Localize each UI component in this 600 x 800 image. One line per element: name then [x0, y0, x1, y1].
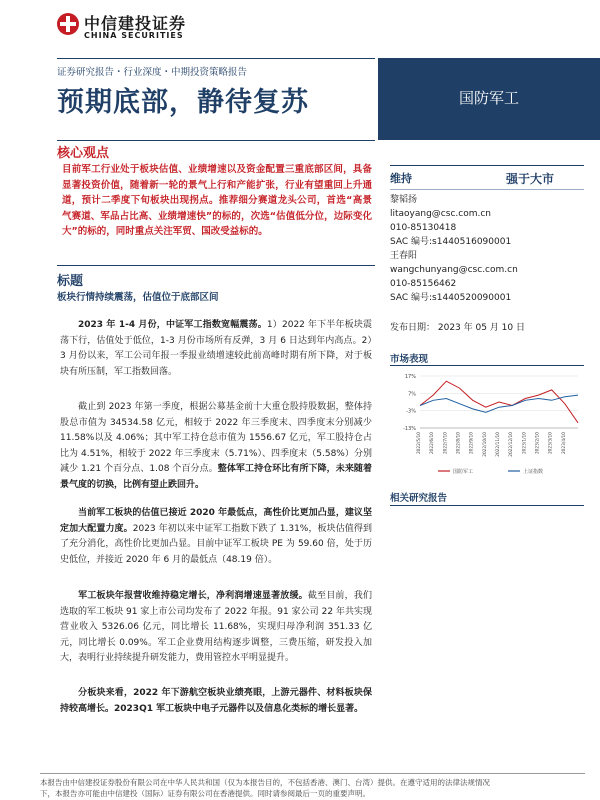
company-logo-icon — [57, 13, 79, 35]
chart-x-tick-label: 2023/1/10 — [522, 432, 528, 455]
paragraph-3 — [60, 506, 372, 568]
analyst-1-name: 黎韬扬 — [390, 195, 418, 205]
chart-y-ticks — [403, 374, 416, 432]
breadcrumb: 证券研究报告・行业深度・中期投资策略报告 — [57, 67, 248, 78]
legend-label-defense: 国防军工 — [453, 469, 474, 475]
paragraph-3-body: 2023 年初以来中证军工指数下跌了 1.31%，板块估值得到了充分消化，高性价比更加凸显。目前中证军工板块 PE 为 59.60 倍，处于历史低位，并接近 2020 年 6 月的最低点（48.19 倍）。 — [60, 523, 372, 565]
section-subheading: 板块行情持续震荡，估值位于底部区间 — [57, 292, 219, 303]
chart-x-tick-label: 2023/2/10 — [535, 432, 541, 455]
paragraph-1-lead: 2023 年 1-4 月份，中证军工指数宽幅震荡。 — [78, 320, 267, 330]
paragraph-1-body: 1）2022 年下半年板块震荡下行，估值处于低位，1-3 月份市场所有反弹，3 月 6 日达到年内高点。2）3 月份以来，军工公司年报一季报业绩增速较此前高峰时期有所下降，对于板块有所压制，军工指数回落。 — [60, 320, 372, 377]
sector-label: 国防军工 — [458, 89, 519, 107]
chart-x-tick-label: 2023/4/10 — [561, 432, 567, 455]
logo-english-name: CHINA SECURITIES — [84, 31, 184, 40]
logo-chinese-name: 中信建投证券 — [84, 14, 187, 33]
header-divider — [57, 58, 375, 59]
chart-x-tick-label: 2022/10/10 — [482, 432, 488, 457]
chart-x-tick-label: 2022/8/10 — [456, 432, 462, 455]
analyst-2-email[interactable]: wangchunyang@csc.com.cn — [390, 265, 518, 275]
chart-x-ticks — [416, 432, 567, 457]
paragraph-3-lead: 当前军工板块的估值已接近 2020 年最低点，高性价比更加凸显，建议坚定加大配置力度。 — [60, 508, 372, 534]
paragraph-2-conclusion: 整体军工持仓环比有所下降，未来随着景气度的切换，比例有望止跌回升。 — [60, 464, 372, 490]
analyst-2-name: 王春阳 — [390, 251, 418, 261]
chart-y-tick-label: -3% — [406, 408, 416, 415]
rating-top-rule — [390, 165, 584, 166]
chart-x-tick-label: 2023/3/10 — [548, 432, 554, 455]
chart-x-tick-label: 2022/6/10 — [430, 432, 436, 455]
publish-date: 发布日期： 2023 年 05 月 10 日 — [390, 323, 525, 333]
rating-bottom-rule — [390, 189, 584, 190]
paragraph-5-body: 2023Q1 军工板块中电子元器件以及信息化类标的增长显著。 — [114, 703, 364, 714]
paragraph-2 — [60, 400, 372, 494]
footer-line-1: 本报告由中信建投证券股份有限公司在中华人民共和国（仅为本报告目的，不包括香港、澳门、台湾）提供。在遵守适用的法律法规情况 — [40, 778, 490, 787]
core-view-title: 核心观点 — [57, 146, 110, 161]
section-divider — [57, 265, 375, 266]
page-title: 预期底部，静待复苏 — [57, 87, 309, 118]
analyst-1-email[interactable]: litaoyang@csc.com.cn — [390, 209, 491, 219]
paragraph-4-lead: 军工板块年报营收维持稳定增长，净利润增速显著放缓。 — [78, 591, 308, 601]
title-divider — [57, 140, 375, 141]
chart-x-tick-label: 2022/9/10 — [469, 432, 475, 455]
paragraph-4 — [60, 589, 372, 667]
paragraph-5-lead: 分板块来看，2022 年下游航空板块业绩亮眼，上游元器件、材料板块保持较高增长。 — [60, 688, 372, 714]
rating-value: 强于大市 — [506, 172, 555, 186]
analyst-1-phone: 010-85130418 — [390, 223, 457, 233]
chart-series-line — [420, 381, 578, 423]
market-performance-rule — [390, 365, 584, 366]
analyst-1-sac: SAC 编号:s1440516090001 — [390, 237, 512, 247]
chart-x-tick-label: 2022/12/10 — [509, 432, 515, 457]
core-view-text: 目前军工行业处于板块估值、业绩增速以及资金配置三重底部区间，具备显著投资价值，随着新一轮的景气上行和产能扩张，行业有望重回上升通道，预计二季度下旬板块出现拐点。推荐细分赛道龙头公司，首选“高景气赛道、军品占比高、业绩增速快”的标的，次选“估值低分位，边际变化大”的标的，同时重点关注军贸、国改受益标的。 — [62, 164, 372, 238]
market-performance-title: 市场表现 — [390, 354, 429, 365]
chart-y-tick-label: 7% — [408, 391, 416, 398]
chart-x-tick-label: 2022/11/10 — [496, 432, 501, 457]
footer-divider — [40, 773, 585, 774]
related-research-title: 相关研究报告 — [390, 493, 448, 504]
chart-y-tick-label: 17% — [404, 374, 416, 380]
chart-legend — [438, 468, 543, 475]
paragraph-5 — [60, 686, 372, 717]
market-performance-chart — [390, 368, 584, 478]
legend-label-index: 上证指数 — [523, 469, 544, 475]
analyst-2-phone: 010-85156462 — [390, 279, 457, 289]
paragraph-1 — [60, 318, 372, 380]
related-research-rule — [390, 505, 584, 506]
paragraph-4-body: 截至目前，我们选取的军工板块 91 家上市公司均发布了 2022 年报。91 家公司 22 年共实现营业收入 5326.06 亿元，同比增长 11.68%，实现归母净利润 351.33 亿元，同比增长 0.09%。军工企业费用结构逐步调整，三费压缩，研发投入加大，表明行业持续提升研发能力，费用管控水平明显提升。 — [60, 591, 372, 664]
chart-x-tick-label: 2022/7/10 — [443, 432, 449, 455]
rating-action: 维持 — [390, 172, 412, 185]
footer-line-2: 下，本报告亦可能由中信建投（国际）证券有限公司在香港提供。同时请参阅最后一页的重要声明。 — [40, 789, 370, 798]
chart-series — [420, 381, 578, 423]
analyst-2-sac: SAC 编号:s1440520090001 — [390, 293, 512, 303]
footer-disclaimer — [40, 777, 600, 799]
section-heading: 标题 — [57, 274, 84, 289]
chart-series-line — [420, 395, 578, 412]
chart-x-tick-label: 2022/5/10 — [417, 432, 422, 455]
chart-y-tick-label: -13% — [403, 426, 416, 432]
paragraph-2-body: 截止到 2023 年第一季度，根据公募基金前十大重仓股持股数据，整体持股总市值为 34534.58 亿元，相较于 2022 年三季度末、四季度末分别减少 11.58%以及 4.06%；其中军工持仓总市值为 1556.67 亿元，军工股持仓占比为 4.51%，相较于 2022 年三季度末（5.71%）、四季度末（5.58%）分别减少 1.21 个百分点、1.08 个百分点。 — [60, 402, 372, 475]
